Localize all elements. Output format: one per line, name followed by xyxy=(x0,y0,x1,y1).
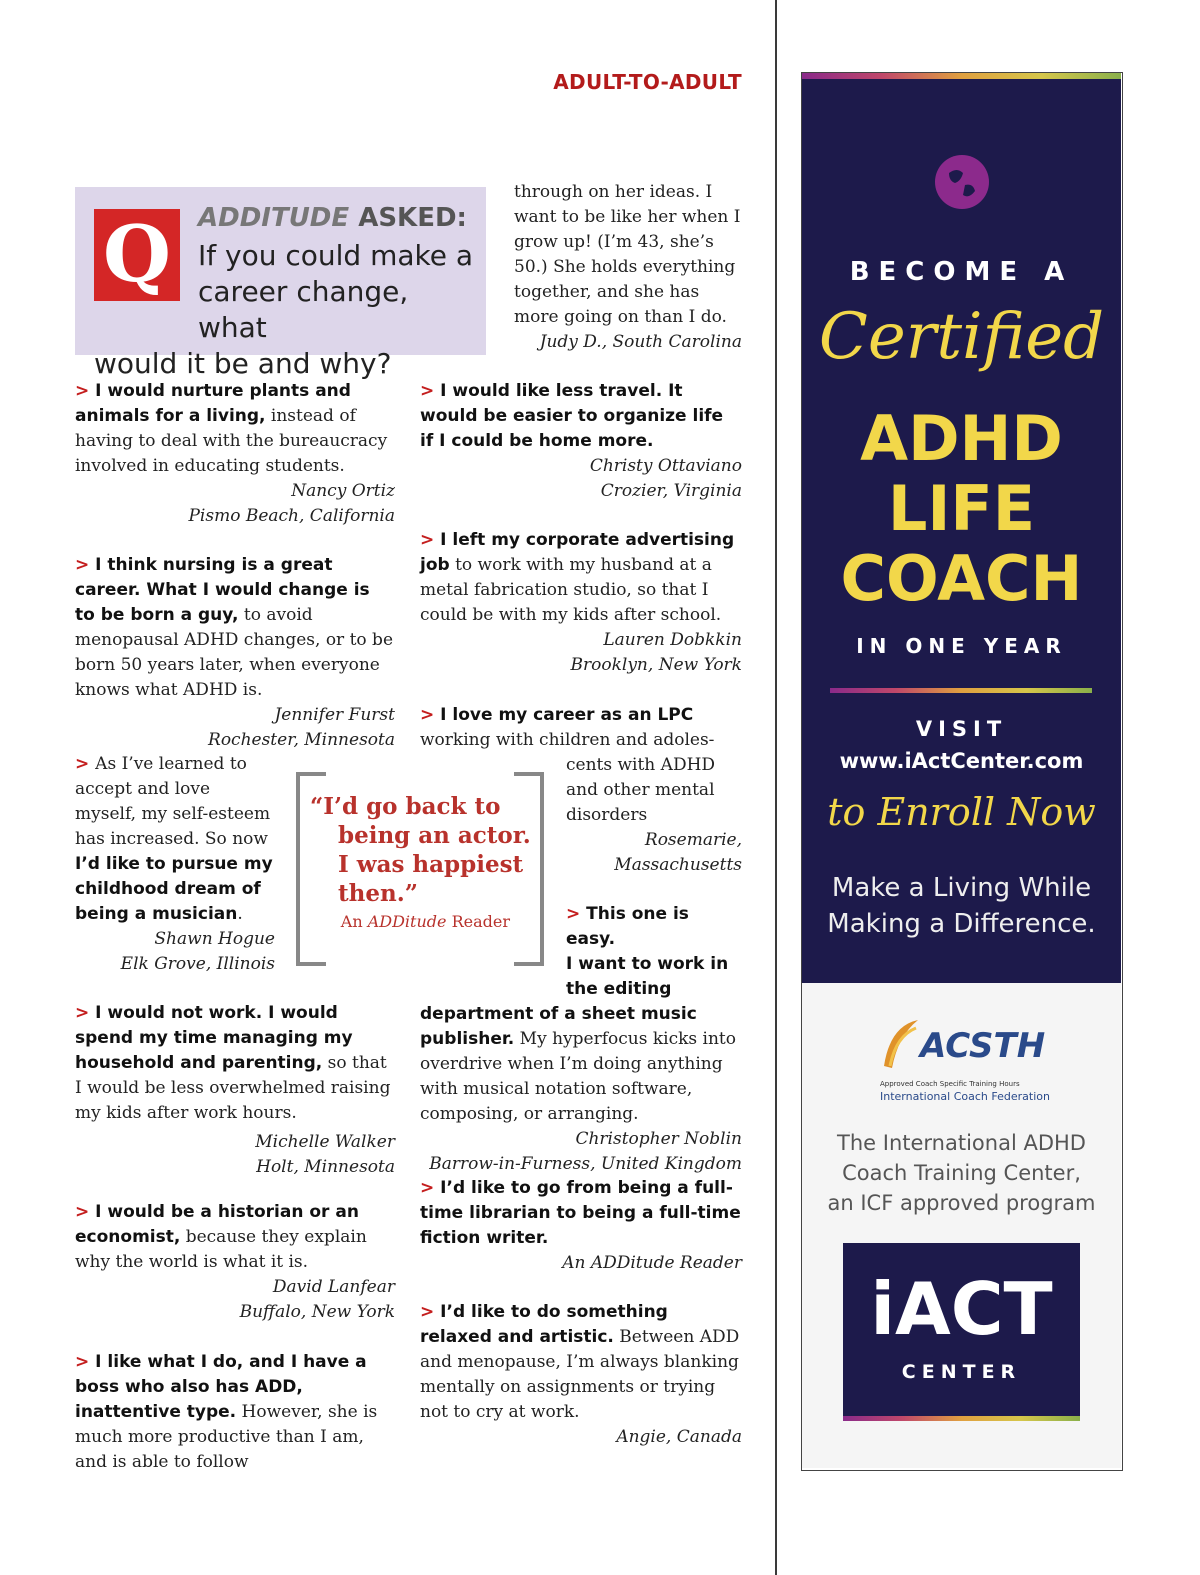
answer-item xyxy=(420,379,742,504)
answer-bold: department of a sheet music publisher. xyxy=(420,1004,697,1049)
answer-rest-line: and other mental xyxy=(566,780,715,800)
chevron-right-icon: > xyxy=(420,705,441,725)
answer-item xyxy=(75,752,275,977)
answer-text xyxy=(75,1350,395,1475)
answer-name: Jennifer Furst xyxy=(274,705,395,725)
answer-rest: so that I would be less overwhelmed raising my kids after work hours. xyxy=(75,1053,391,1123)
ad-coach: COACH xyxy=(840,542,1083,615)
iact-gradient-bar xyxy=(843,1416,1080,1421)
asked-brand: ADDITUDE xyxy=(198,203,350,233)
answer-bold: I’d like to pursue my childhood dream of being a musician xyxy=(75,854,273,924)
pull-quote-line: then.” xyxy=(338,880,418,907)
answer-rest: to work with my husband at a metal fabrication studio, so that I could be with my kids after school. xyxy=(420,555,722,625)
pull-quote-source xyxy=(310,912,510,931)
answer-rest: instead of having to deal with the bureaucracy involved in educating students. xyxy=(75,406,388,476)
ad-adhd: ADHD xyxy=(860,402,1063,475)
answer-item xyxy=(420,528,742,678)
answer-name: Christopher Noblin xyxy=(575,1129,742,1149)
answer-bold: I think nursing is a great career. What I would change is to be born a guy, xyxy=(75,555,370,625)
source-italic: ADDitude xyxy=(367,912,447,931)
answer-name: Christy Ottaviano xyxy=(589,456,742,476)
question-line-2: career change, what xyxy=(198,275,409,344)
answer-item xyxy=(75,553,395,753)
iact-logo-text: iACT xyxy=(870,1267,1053,1351)
acsth-sub-1: Approved Coach Specific Training Hours xyxy=(880,1080,1020,1088)
answer-rest: . xyxy=(237,904,243,924)
answer-bold: I would be a historian or an economist, xyxy=(75,1202,359,1247)
additude-asked-label xyxy=(198,203,467,233)
answer-place: Rochester, Minnesota xyxy=(208,730,395,750)
answer-place: Brooklyn, New York xyxy=(570,655,742,675)
ad-enroll-now[interactable]: to Enroll Now xyxy=(827,790,1096,834)
answer-item xyxy=(420,1176,742,1276)
answer-bold: I love my career as an LPC xyxy=(440,705,694,725)
answer-bold: I would nurture plants and animals for a living, xyxy=(75,381,351,426)
answer-text xyxy=(75,379,395,479)
question-line-3: would it be and why? xyxy=(94,347,392,380)
answer-text xyxy=(420,1176,742,1251)
chevron-right-icon: > xyxy=(75,1352,96,1372)
answer-place: Buffalo, New York xyxy=(239,1302,395,1322)
chevron-right-icon: > xyxy=(420,530,441,550)
answer-text xyxy=(420,1300,742,1425)
answer-pre: As I’ve learned to accept and love myself, my self-esteem has increased. So now xyxy=(75,754,271,849)
answer-name: Nancy Ortiz xyxy=(291,481,395,501)
chevron-right-icon: > xyxy=(420,381,441,401)
chevron-right-icon: > xyxy=(75,1003,96,1023)
question-line-1: If you could make a xyxy=(198,239,474,272)
answer-item xyxy=(420,902,742,1177)
chevron-right-icon: > xyxy=(420,1178,441,1198)
answer-text xyxy=(75,1200,395,1275)
column-divider xyxy=(775,0,777,1575)
answer-name: David Lanfear xyxy=(272,1277,395,1297)
question-text xyxy=(94,238,478,382)
answer-rest: because they explain why the world is what it is. xyxy=(75,1227,367,1272)
ad-become: BECOME A xyxy=(849,257,1074,287)
answer-bold: I like what I do, and I have a boss who also has ADD, inattentive type. xyxy=(75,1352,367,1422)
answer-text xyxy=(75,752,275,927)
answer-rest-line: disorders xyxy=(566,805,648,825)
answer-text xyxy=(75,553,395,703)
ad-gradient-bar xyxy=(802,73,1121,79)
chevron-right-icon: > xyxy=(566,904,587,924)
answer-bold: I left my corporate advertising job xyxy=(420,530,735,575)
answer-bold: the editing xyxy=(566,979,672,999)
ad-tagline-line-1: Make a Living While xyxy=(831,873,1092,903)
source-post: Reader xyxy=(446,912,510,931)
program-line-1: The International ADHD xyxy=(837,1131,1086,1155)
continued-text: through on her ideas. I want to be like her when I grow up! (I’m 43, she’s 50.) She holds everything together, and she has more going on than I do. xyxy=(514,182,741,327)
ad-program-text xyxy=(802,1128,1121,1218)
answer-item xyxy=(75,1200,395,1325)
chevron-right-icon: > xyxy=(75,1202,96,1222)
answer-text xyxy=(420,528,742,628)
pull-quote-line: “I’d go back to xyxy=(310,793,501,820)
chevron-right-icon: > xyxy=(420,1302,441,1322)
answer-rest: However, she is much more productive than I am, and is able to follow xyxy=(75,1402,378,1472)
answer-bold-line xyxy=(420,952,742,977)
ad-certified: Certified xyxy=(818,300,1105,374)
answer-name: Shawn Hogue xyxy=(154,929,275,949)
answer-bold: This one is easy. xyxy=(566,904,689,949)
answer-text xyxy=(75,1001,395,1126)
pull-quote-line: I was happiest xyxy=(338,851,524,878)
answer-rest: to avoid menopausal ADHD changes, or to be born 50 years later, when everyone knows what ADHD is. xyxy=(75,605,394,700)
answer-place: Barrow-in-Furness, United Kingdom xyxy=(429,1154,742,1174)
globe-icon xyxy=(935,155,989,209)
answer-bold: I want to work in xyxy=(566,954,729,974)
acsth-logo-text: ACSTH xyxy=(920,1026,1046,1066)
iact-logo-sub: CENTER xyxy=(901,1361,1022,1383)
ad-life: LIFE xyxy=(887,472,1036,545)
answer-bold: I’d like to go from being a full-time librarian to being a full-time fiction writer. xyxy=(420,1178,741,1248)
iact-logo xyxy=(843,1243,1080,1421)
answer-rest-line: working with children and adoles- xyxy=(420,730,715,750)
ad-url-link[interactable]: www.iActCenter.com xyxy=(839,749,1084,773)
chevron-right-icon: > xyxy=(75,381,96,401)
answer-rest: Between ADD and menopause, I’m always blanking mentally on assignments or trying not to cry at work. xyxy=(420,1327,740,1422)
answer-name: Lauren Dobkkin xyxy=(603,630,742,650)
attribution: Judy D., South Carolina xyxy=(539,332,742,352)
pull-quote xyxy=(310,792,536,908)
answer-name: Angie, Canada xyxy=(616,1427,742,1447)
answer-item xyxy=(75,1001,395,1180)
answer-name: Rosemarie, xyxy=(644,830,742,850)
answer-text xyxy=(420,1002,742,1127)
ad-in-one-year: IN ONE YEAR xyxy=(856,634,1067,658)
acsth-sub-2: International Coach Federation xyxy=(880,1090,1050,1103)
section-header: ADULT-TO-ADULT xyxy=(553,70,742,94)
answer-bold-line xyxy=(420,977,742,1002)
q-logo-icon: Q xyxy=(94,209,180,301)
answer-rest: My hyperfocus kicks into overdrive when I’m doing anything with musical notation software, composing, or arranging. xyxy=(420,1029,736,1124)
answer-text xyxy=(420,379,742,454)
program-line-3: an ICF approved program xyxy=(827,1191,1096,1215)
answer-item xyxy=(420,1300,742,1450)
answer-place: Crozier, Virginia xyxy=(600,481,742,501)
answer-rest-line: cents with ADHD xyxy=(566,755,716,775)
program-line-2: Coach Training Center, xyxy=(842,1161,1081,1185)
answer-place: Pismo Beach, California xyxy=(188,506,395,526)
source-pre: An xyxy=(340,912,368,931)
answer-bold: I would like less travel. It would be easier to organize life if I could be home more. xyxy=(420,381,724,451)
answer-place: Elk Grove, Illinois xyxy=(120,954,275,974)
answer-bold: I’d like to do something relaxed and artistic. xyxy=(420,1302,668,1347)
ad-tagline-line-2: Making a Difference. xyxy=(827,909,1096,939)
answer-name: An ADDitude Reader xyxy=(562,1253,742,1273)
ad-separator xyxy=(830,688,1092,693)
answer-bold: I would not work. I would spend my time managing my household and parenting, xyxy=(75,1003,353,1073)
answer-place: Massachusetts xyxy=(614,855,742,875)
asked-word: ASKED: xyxy=(349,203,467,233)
chevron-right-icon: > xyxy=(75,555,96,575)
acsth-swoosh-icon xyxy=(880,1016,920,1072)
pull-quote-line: being an actor. xyxy=(338,822,531,849)
chevron-right-icon: > xyxy=(75,754,96,774)
answer-item xyxy=(75,379,395,529)
answer-place: Holt, Minnesota xyxy=(256,1157,395,1177)
ad-visit: VISIT xyxy=(915,717,1008,741)
answer-text xyxy=(420,703,742,728)
ad-tagline xyxy=(802,870,1121,942)
answer-item xyxy=(75,1350,395,1475)
answer-name: Michelle Walker xyxy=(255,1132,395,1152)
